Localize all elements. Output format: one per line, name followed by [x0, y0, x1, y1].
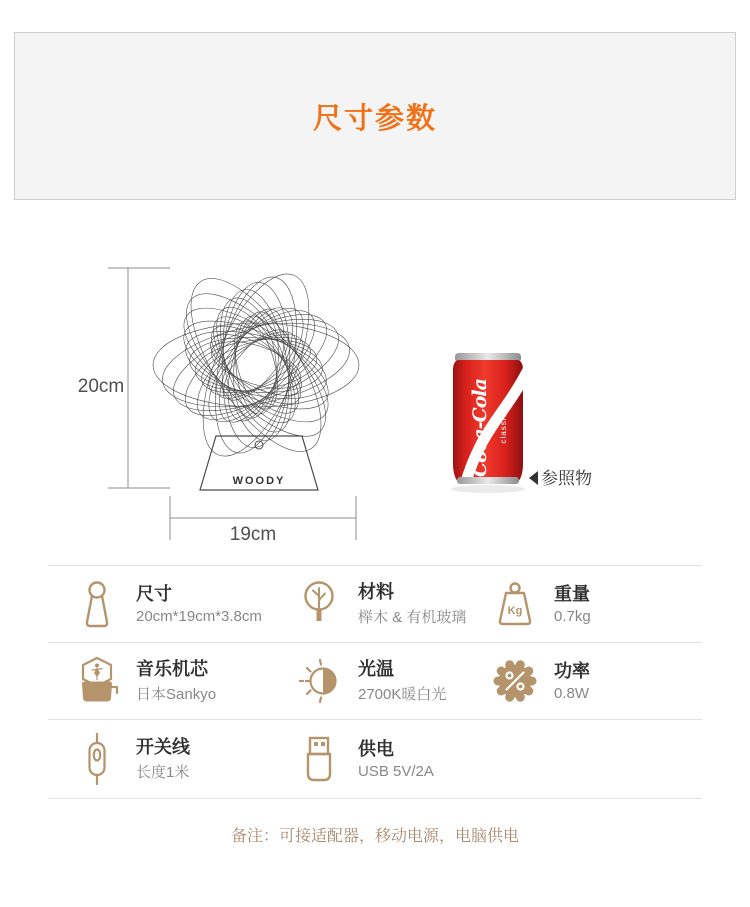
spec-value: 20cm*19cm*3.8cm — [136, 608, 262, 626]
spec-label: 材料 — [358, 581, 394, 602]
width-dimension-label: 19cm — [229, 524, 277, 545]
spec-label: 尺寸 — [136, 583, 172, 604]
spec-table — [48, 565, 702, 799]
spec-label: 重量 — [554, 583, 590, 604]
spec-row-1 — [48, 565, 702, 642]
left-pointer-icon — [529, 471, 538, 485]
weight-icon — [492, 580, 538, 628]
spec-label: 供电 — [358, 738, 394, 759]
spec-row-2 — [48, 642, 702, 719]
spec-size — [74, 579, 296, 629]
spec-empty-cell — [492, 733, 702, 785]
dimension-lines — [108, 268, 356, 540]
usb-icon — [296, 734, 342, 784]
spec-power — [492, 656, 702, 706]
can-variant-text: classic — [499, 412, 508, 444]
spec-value: 0.8W — [554, 685, 590, 703]
reference-object-label: 参照物 — [541, 469, 592, 488]
lamp-logo: WOODY — [232, 475, 286, 487]
can-brand-text: Coca-Cola — [469, 379, 491, 477]
height-dimension-label: 20cm — [77, 376, 125, 397]
page-title: 尺寸参数 — [312, 102, 437, 135]
spec-value: USB 5V/2A — [358, 763, 434, 781]
lamp-base — [200, 436, 318, 490]
spec-value: 日本Sankyo — [136, 686, 217, 704]
spec-light-temp — [296, 656, 492, 706]
spec-value: 2700K暖白光 — [358, 686, 447, 704]
cola-can — [451, 353, 530, 493]
weight-unit-text: Kg — [507, 605, 523, 617]
remark-note: 备注：可接适配器，移动电源，电脑供电 — [230, 828, 519, 845]
power-icon — [492, 658, 538, 704]
size-icon — [74, 579, 120, 629]
spec-label: 音乐机芯 — [136, 658, 208, 679]
dimension-figure — [0, 200, 750, 545]
spec-music-movement — [74, 656, 296, 706]
spec-label: 功率 — [554, 660, 590, 681]
light-temp-icon — [296, 657, 342, 705]
spec-material — [296, 579, 492, 629]
material-icon — [296, 579, 342, 629]
spec-value: 0.7kg — [554, 608, 591, 626]
spec-label: 开关线 — [136, 736, 190, 757]
spec-value: 长度1米 — [136, 764, 190, 782]
spec-label: 光温 — [358, 658, 394, 679]
section-title-box — [14, 32, 736, 200]
spec-power-supply — [296, 733, 492, 785]
spec-switch-cord — [74, 733, 296, 785]
dimension-figure-svg — [0, 200, 750, 545]
spec-value: 榉木 & 有机玻璃 — [358, 609, 467, 627]
spec-weight — [492, 579, 702, 629]
spec-row-3 — [48, 719, 702, 799]
music-box-icon — [74, 656, 120, 706]
spiral-lamp-drawing — [153, 259, 359, 471]
switch-cord-icon — [74, 733, 120, 785]
